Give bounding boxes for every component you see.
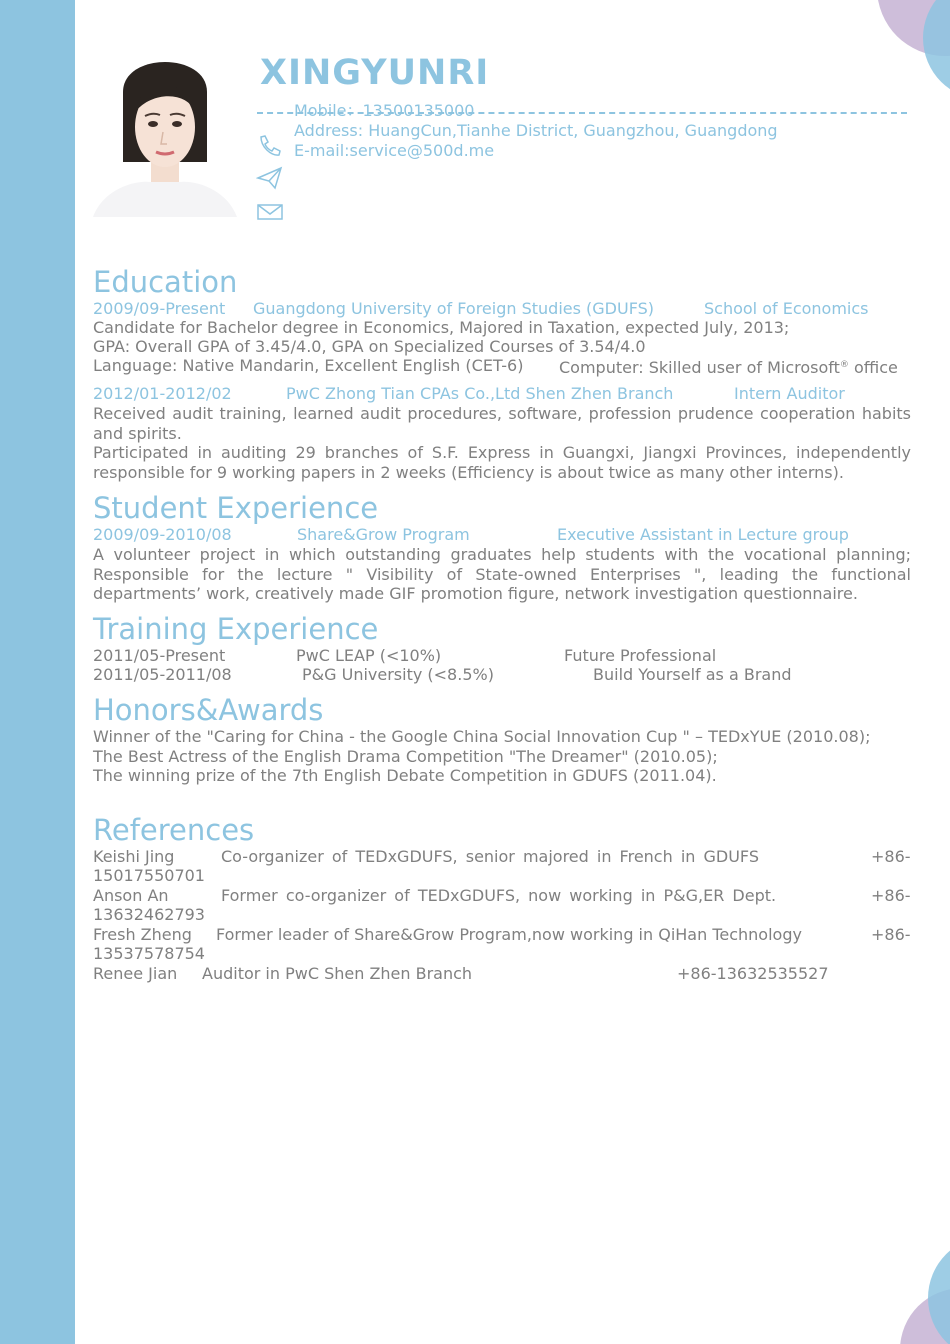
contact-address: Address: HuangCun,Tianhe District, Guangzhou, Guangdong (294, 121, 778, 140)
reference-phone-cont: 13537578754 (93, 944, 205, 963)
reference-phone: +86-13632535527 (677, 964, 829, 983)
reference-phone-cont: 13632462793 (93, 905, 205, 924)
reference-description: Auditor in PwC Shen Zhen Branch (202, 964, 473, 983)
honors-heading: Honors&Awards (93, 693, 324, 727)
contact-email: E-mail:service@500d.me (294, 141, 495, 160)
training-program: PwC LEAP (<10%) (296, 646, 442, 665)
reference-description: Former leader of Share&Grow Program,now working in QiHan Technology (216, 925, 802, 944)
education-heading: Education (93, 265, 238, 299)
phone-icon (256, 134, 284, 158)
candidate-name: XINGYUNRI (260, 53, 490, 93)
computer-text: Computer: Skilled user of Microsoft (559, 358, 840, 377)
internship-role: Intern Auditor (734, 384, 845, 403)
reference-phone: +86- (871, 886, 911, 905)
internship-date: 2012/01-2012/02 (93, 384, 232, 403)
computer-text-end: office (848, 358, 898, 377)
student-role: Executive Assistant in Lecture group (557, 525, 849, 544)
reference-phone: +86- (871, 847, 911, 866)
training-heading: Training Experience (93, 612, 379, 646)
training-result: Future Professional (564, 646, 717, 665)
education-computer (559, 356, 898, 378)
education-gpa: GPA: Overall GPA of 3.45/4.0, GPA on Specialized Courses of 3.54/4.0 (93, 337, 646, 356)
education-school: Guangdong University of Foreign Studies (GDUFS) (253, 299, 655, 318)
reference-description: Co-organizer of TEDxGDUFS, senior majored in French in GDUFS (221, 847, 760, 866)
training-result: Build Yourself as a Brand (593, 665, 792, 684)
education-language: Language: Native Mandarin, Excellent English (CET-6) (93, 356, 524, 375)
internship-paragraph-1: Received audit training, learned audit procedures, software, profession prudence cooperation habits and spirits. (93, 404, 911, 443)
reference-name: Renee Jian (93, 964, 178, 983)
training-date: 2011/05-Present (93, 646, 226, 665)
bottom-right-decoration (850, 1240, 950, 1344)
education-degree: Candidate for Bachelor degree in Economics, Majored in Taxation, expected July, 2013; (93, 318, 790, 337)
top-right-decoration (850, 0, 950, 110)
left-color-bar (0, 0, 75, 1344)
internship-paragraph-2: Participated in auditing 29 branches of S.F. Express in Guangxi, Jiangxi Provinces, independently responsible for 9 working papers in 2 weeks (Efficiency is about twice as many other interns). (93, 443, 911, 482)
training-program: P&G University (<8.5%) (302, 665, 494, 684)
student-date: 2009/09-2010/08 (93, 525, 232, 544)
student-experience-heading: Student Experience (93, 491, 379, 525)
internship-company: PwC Zhong Tian CPAs Co.,Ltd Shen Zhen Branch (286, 384, 674, 403)
contact-mobile: Mobile：13500135000 (294, 101, 475, 120)
student-paragraph: A volunteer project in which outstanding graduates help students with the vocational planning; Responsible for the lecture " Visibility of State-owned Enterprises ", leading the functional departments’ work, creatively made GIF promotion figure, network investigation questionnaire. (93, 545, 911, 603)
reference-name: Anson An (93, 886, 169, 905)
training-date: 2011/05-2011/08 (93, 665, 232, 684)
registered-mark: ® (839, 360, 849, 370)
reference-phone: +86- (871, 925, 911, 944)
references-heading: References (93, 813, 255, 847)
profile-photo (93, 52, 237, 217)
education-date: 2009/09-Present (93, 299, 226, 318)
reference-phone-cont: 15017550701 (93, 866, 205, 885)
reference-description: Former co-organizer of TEDxGDUFS, now working in P&G,ER Dept. (221, 886, 777, 905)
reference-name: Fresh Zheng (93, 925, 192, 944)
honor-item: Winner of the "Caring for China - the Google China Social Innovation Cup " – TEDxYUE (2010.08); (93, 727, 871, 746)
education-faculty: School of Economics (704, 299, 869, 318)
envelope-icon (256, 200, 284, 224)
paper-plane-icon (256, 166, 284, 190)
honor-item: The Best Actress of the English Drama Competition "The Dreamer" (2010.05); (93, 747, 718, 766)
student-program: Share&Grow Program (297, 525, 470, 544)
honor-item: The winning prize of the 7th English Debate Competition in GDUFS (2011.04). (93, 766, 717, 785)
reference-name: Keishi Jing (93, 847, 175, 866)
